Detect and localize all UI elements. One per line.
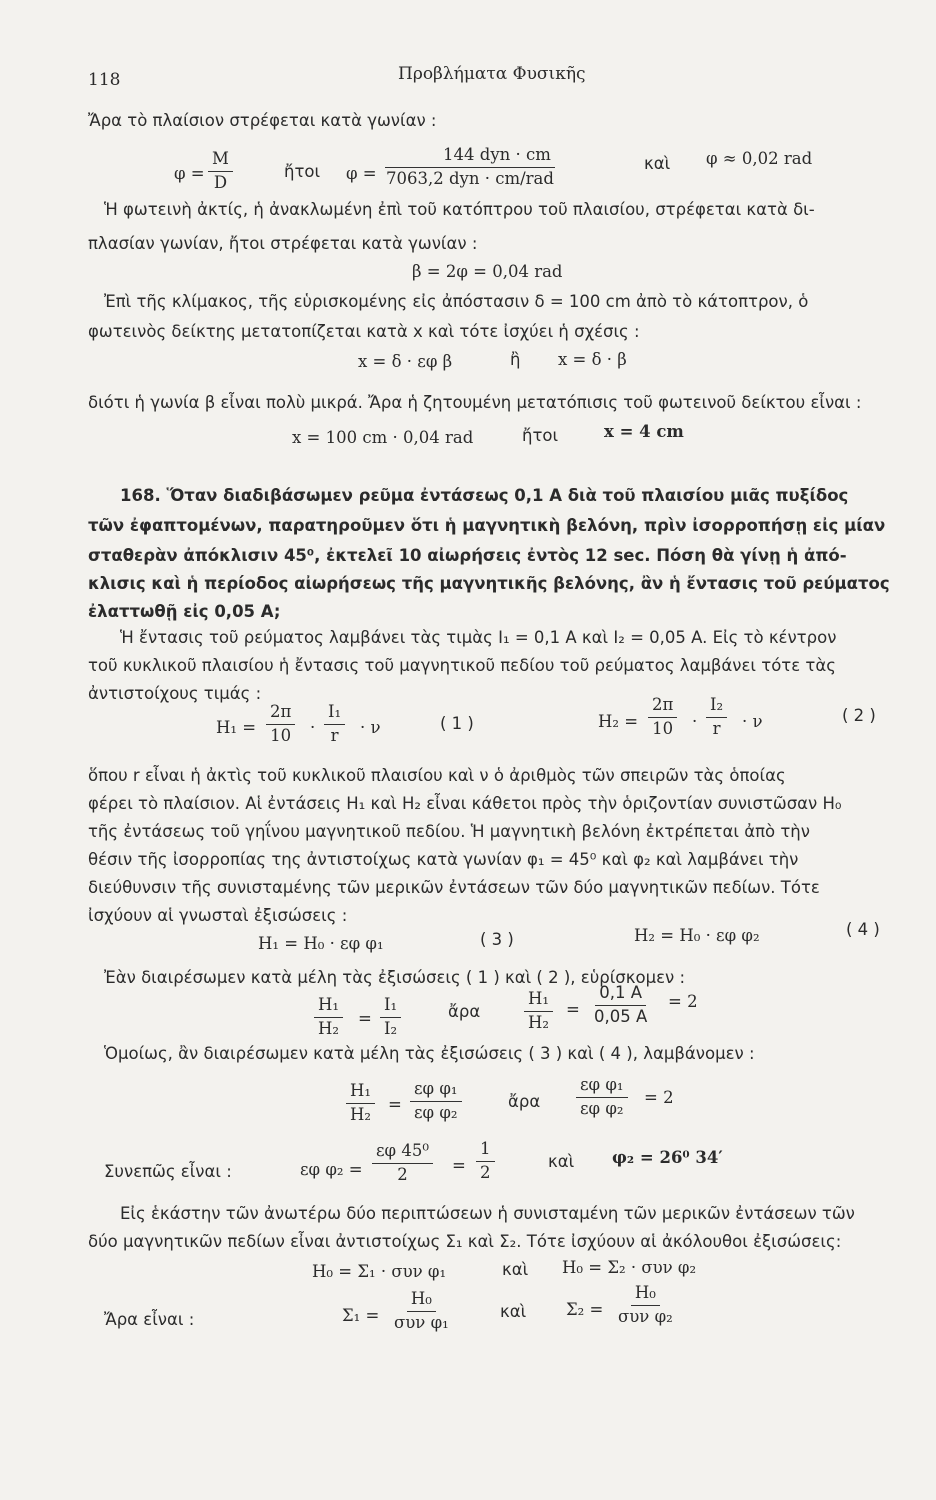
kai-word: καὶ xyxy=(548,1152,575,1171)
equation-number: ( 2 ) xyxy=(842,706,876,725)
intro-line: Ἄρα τὸ πλαίσιον στρέφεται κατὰ γωνίαν : xyxy=(88,111,437,130)
times-nu: · ν xyxy=(360,718,381,737)
fraction-denominator: I₂ xyxy=(384,1018,398,1038)
formula-phi-lhs-2: φ = xyxy=(346,164,377,183)
fraction-denominator: 2 xyxy=(480,1162,491,1182)
fraction-denominator: 10 xyxy=(652,718,674,738)
fraction-numerator: I₁ xyxy=(380,996,401,1018)
paragraph-line: Εἰς ἑκάστην τῶν ἀνωτέρω δύο περιπτώσεων ἡ συνισταμένη τῶν μερικῶν ἐντάσεων τῶν xyxy=(120,1204,855,1223)
fraction-numerator: H₀ xyxy=(631,1284,660,1306)
phi-approx-value: φ ≈ 0,02 rad xyxy=(706,149,813,168)
paragraph-line: θέσιν τῆς ἰσορροπίας της ἀντιστοίχως κατὰ γωνίαν φ₁ = 45⁰ καὶ φ₂ καὶ λαμβάνει τὴν xyxy=(88,850,799,869)
fraction-one-half xyxy=(476,1140,495,1183)
fraction-tan45-over-2 xyxy=(372,1142,433,1185)
fraction-h1-over-h2 xyxy=(524,990,553,1033)
consequently-label: Συνεπῶς εἶναι : xyxy=(104,1162,232,1181)
formula-phi-lhs: φ = xyxy=(174,164,205,183)
fraction-numerator: 1 xyxy=(476,1140,495,1162)
fraction-h0-over-cos2 xyxy=(614,1284,677,1327)
paragraph-line: τῆς ἐντάσεως τοῦ γηΐνου μαγνητικοῦ πεδίου. Ἡ μαγνητικὴ βελόνη ἐκτρέπεται ἀπὸ τὴν xyxy=(88,822,810,841)
or-word: ἢ xyxy=(510,350,521,369)
paragraph-line: φωτεινὸς δείκτης μετατοπίζεται κατὰ x καὶ τότε ἰσχύει ἡ σχέσις : xyxy=(88,322,640,341)
paragraph-line: Ἐπὶ τῆς κλίμακος, τῆς εὑρισκομένης εἰς ἀπόστασιν δ = 100 cm ἀπὸ τὸ κάτοπτρον, ὁ xyxy=(104,292,809,311)
beta-equation: β = 2φ = 0,04 rad xyxy=(412,262,563,281)
fraction-denominator: 2 xyxy=(397,1164,408,1184)
fraction-m-over-d xyxy=(208,150,233,193)
equation-number: ( 1 ) xyxy=(440,714,474,733)
equals-sign: = xyxy=(388,1095,402,1114)
equals-sign: = xyxy=(358,1009,372,1028)
fraction-denominator: H₂ xyxy=(318,1018,340,1038)
tan-ratio-result: = 2 xyxy=(644,1088,674,1107)
problem-line: κλισις καὶ ἡ περίοδος αἰωρήσεως τῆς μαγνητικῆς βελόνης, ἂν ἡ ἔντασις τοῦ ρεύματος xyxy=(88,574,890,593)
fraction-numerator: I₂ xyxy=(706,696,727,718)
paragraph-line: διότι ἡ γωνία β εἶναι πολὺ μικρά. Ἄρα ἡ ζητουμένη μετατόπισις τοῦ φωτεινοῦ δείκτου εἶναι : xyxy=(88,393,862,412)
sigma1-lhs: Σ₁ = xyxy=(342,1306,380,1325)
fraction-numerator: H₀ xyxy=(407,1290,436,1312)
equals-sign: = xyxy=(452,1156,466,1175)
paragraph-line: διεύθυνσιν τῆς συνισταμένης τῶν μερικῶν ἐντάσεων τῶν δύο μαγνητικῶν πεδίων. Τότε xyxy=(88,878,820,897)
fraction-numerator: 2π xyxy=(648,696,677,718)
fraction-numerator: 0,1 A xyxy=(595,984,646,1006)
fraction-numerator: H₁ xyxy=(346,1082,375,1104)
phi2-result: φ₂ = 26⁰ 34′ xyxy=(612,1148,723,1167)
kai-word: καὶ xyxy=(644,154,671,173)
fraction-numerator: H₁ xyxy=(314,996,343,1018)
kai-word: καὶ xyxy=(502,1260,529,1279)
fraction-i2-over-r xyxy=(706,696,727,739)
page-number: 118 xyxy=(88,70,121,90)
fraction-numerator: 2π xyxy=(266,703,295,725)
fraction-tan-ratio xyxy=(576,1076,628,1119)
fraction-numerator: εφ 45⁰ xyxy=(372,1142,433,1164)
ratio-result: = 2 xyxy=(668,992,698,1011)
paragraph-line: ὅπου r εἶναι ἡ ἀκτὶς τοῦ κυκλικοῦ πλαισίου καὶ ν ὁ ἀριθμὸς τῶν σπειρῶν τὰς ὁποίας xyxy=(88,766,786,785)
fraction-denominator: H₂ xyxy=(350,1104,372,1124)
x-result-equation: x = 100 cm · 0,04 rad xyxy=(292,428,474,447)
paragraph-line: ἰσχύουν αἱ γνωσταὶ ἐξισώσεις : xyxy=(88,906,348,925)
fraction-denominator: 10 xyxy=(270,725,292,745)
h1-lhs: H₁ = xyxy=(216,718,257,737)
tan-phi2-lhs: εφ φ₂ = xyxy=(300,1160,363,1179)
fraction-denominator: εφ φ₂ xyxy=(414,1102,458,1122)
paragraph-line: ἀντιστοίχους τιμάς : xyxy=(88,684,262,703)
x-equation-tan: x = δ · εφ β xyxy=(358,352,453,371)
fraction-numerator: εφ φ₁ xyxy=(576,1076,628,1098)
equation-h1-tan: H₁ = H₀ · εφ φ₁ xyxy=(258,934,384,953)
fraction-denominator: H₂ xyxy=(528,1012,550,1032)
problem-line: σταθερὰν ἀπόκλισιν 45⁰, ἐκτελεῖ 10 αἰωρήσεις ἐντὸς 12 sec. Πόση θὰ γίνῃ ἡ ἀπό- xyxy=(88,546,847,565)
fraction-h0-over-cos1 xyxy=(390,1290,453,1333)
paragraph-line: Ἡ ἔντασις τοῦ ρεύματος λαμβάνει τὰς τιμὰς I₁ = 0,1 A καὶ I₂ = 0,05 A. Εἰς τὸ κέντρον xyxy=(120,628,837,647)
times-nu: · ν xyxy=(742,712,763,731)
fraction-numerator: 144 dyn · cm xyxy=(385,146,555,168)
therefore-label: Ἄρα εἶναι : xyxy=(104,1310,195,1329)
equation-number: ( 4 ) xyxy=(846,920,880,939)
fraction-denominator: 7063,2 dyn · cm/rad xyxy=(386,168,554,188)
fraction-i1-over-r xyxy=(324,703,345,746)
fraction-numerator: I₁ xyxy=(324,703,345,725)
fraction-i1-over-i2 xyxy=(380,996,401,1039)
fraction-denominator: r xyxy=(712,718,721,738)
sigma2-lhs: Σ₂ = xyxy=(566,1300,604,1319)
equation-h0-sigma1: H₀ = Σ₁ · συν φ₁ xyxy=(312,1262,447,1281)
equation-h2-tan: H₂ = H₀ · εφ φ₂ xyxy=(634,926,760,945)
itoi-word: ἤτοι xyxy=(522,426,559,445)
fraction-tan-ratio xyxy=(410,1080,462,1123)
fraction-denominator: συν φ₂ xyxy=(618,1306,673,1326)
times-dot: · xyxy=(310,718,316,737)
fraction-denominator: συν φ₁ xyxy=(394,1312,449,1332)
ara-word: ἄρα xyxy=(448,1002,481,1021)
fraction-numerator: H₁ xyxy=(524,990,553,1012)
running-title: Προβλήματα Φυσικῆς xyxy=(398,64,586,84)
equals-sign: = xyxy=(566,1000,580,1019)
x-equation-small-angle: x = δ · β xyxy=(558,350,627,369)
paragraph-line: τοῦ κυκλικοῦ πλαισίου ἡ ἔντασις τοῦ μαγνητικοῦ πεδίου τοῦ ρεύματος λαμβάνει τότε τὰς xyxy=(88,656,836,675)
fraction-torque-over-constant xyxy=(382,146,558,189)
fraction-h1-over-h2 xyxy=(314,996,343,1039)
fraction-denominator: r xyxy=(330,725,339,745)
paragraph-line: Ἐὰν διαιρέσωμεν κατὰ μέλη τὰς ἐξισώσεις ( 1 ) καὶ ( 2 ), εὑρίσκομεν : xyxy=(104,968,686,987)
x-final-result: x = 4 cm xyxy=(604,422,684,441)
paragraph-line: δύο μαγνητικῶν πεδίων εἶναι ἀντιστοίχως Σ₁ καὶ Σ₂. Τότε ἰσχύουν αἱ ἀκόλουθοι ἐξισώσεις: xyxy=(88,1232,842,1251)
fraction-2pi-over-10 xyxy=(266,703,295,746)
kai-word: καὶ xyxy=(500,1302,527,1321)
fraction-2pi-over-10 xyxy=(648,696,677,739)
problem-line: 168. Ὅταν διαδιβάσωμεν ρεῦμα ἐντάσεως 0,1 A διὰ τοῦ πλαισίου μιᾶς πυξίδος xyxy=(120,486,849,505)
paragraph-line: Ἡ φωτεινὴ ἀκτίς, ἡ ἀνακλωμένη ἐπὶ τοῦ κατόπτρου τοῦ πλαισίου, στρέφεται κατὰ δι- xyxy=(104,200,815,219)
fraction-denominator: D xyxy=(213,172,228,192)
fraction-denominator: εφ φ₂ xyxy=(580,1098,624,1118)
fraction-h1-over-h2 xyxy=(346,1082,375,1125)
problem-line: τῶν ἐφαπτομένων, παρατηροῦμεν ὅτι ἡ μαγνητικὴ βελόνη, πρὶν ἰσορροπήσῃ εἰς μίαν xyxy=(88,516,886,535)
h2-lhs: H₂ = xyxy=(598,712,639,731)
ara-word: ἄρα xyxy=(508,1092,541,1111)
itoi-word: ἤτοι xyxy=(284,162,321,181)
problem-line: ἐλαττωθῇ εἰς 0,05 A; xyxy=(88,602,281,621)
paragraph-line: φέρει τὸ πλαίσιον. Αἱ ἐντάσεις H₁ καὶ H₂ εἶναι κάθετοι πρὸς τὴν ὁριζοντίαν συνιστῶσαν H₀ xyxy=(88,794,842,813)
equation-number: ( 3 ) xyxy=(480,930,514,949)
fraction-numerator: εφ φ₁ xyxy=(410,1080,462,1102)
paragraph-line: Ὁμοίως, ἂν διαιρέσωμεν κατὰ μέλη τὰς ἐξισώσεις ( 3 ) καὶ ( 4 ), λαμβάνομεν : xyxy=(104,1044,755,1063)
equation-h0-sigma2: H₀ = Σ₂ · συν φ₂ xyxy=(562,1258,697,1277)
fraction-current-ratio xyxy=(590,984,651,1027)
paragraph-line: πλασίαν γωνίαν, ἤτοι στρέφεται κατὰ γωνίαν : xyxy=(88,234,478,253)
fraction-denominator: 0,05 A xyxy=(594,1006,648,1026)
times-dot: · xyxy=(692,712,698,731)
fraction-numerator: M xyxy=(208,150,233,172)
